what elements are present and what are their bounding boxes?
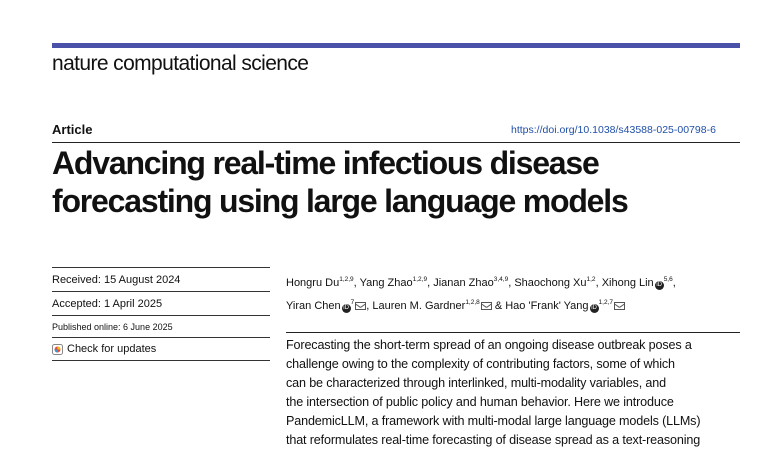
abstract-line: Forecasting the short-term spread of an ongoing disease outbreak poses a xyxy=(286,338,692,352)
author-name-text: Lauren M. Gardner xyxy=(372,300,466,312)
article-title xyxy=(52,144,752,220)
author-separator: , xyxy=(353,277,360,289)
author-name-text: Yang Zhao xyxy=(359,277,413,289)
accepted-date: Accepted: 1 April 2025 xyxy=(52,298,163,310)
email-icon[interactable] xyxy=(481,302,492,310)
author-separator: , xyxy=(366,300,373,312)
received-date: Received: 15 August 2024 xyxy=(52,274,181,286)
abstract-line: challenge owing to the complexity of contributing factors, some of which xyxy=(286,357,675,371)
article-title-line: Advancing real-time infectious disease xyxy=(52,145,599,181)
author-separator: & xyxy=(491,300,506,312)
author-affiliation: 5,6 xyxy=(663,276,673,283)
abstract-line: can be characterized through interlinked, multi-modality variables, and xyxy=(286,376,666,390)
author-name[interactable] xyxy=(602,277,673,289)
author-affiliation: 1,2,9 xyxy=(412,276,428,283)
abstract-line: the intersection of public policy and human behavior. Here we introduce xyxy=(286,395,674,409)
article-dates xyxy=(52,267,270,361)
title-divider xyxy=(52,142,740,143)
article-type-label: Article xyxy=(52,122,93,137)
author-name[interactable] xyxy=(505,300,625,312)
abstract xyxy=(286,336,746,450)
email-icon[interactable] xyxy=(614,302,625,310)
dates-divider xyxy=(52,360,270,361)
author-affiliation: 3,4,9 xyxy=(493,276,509,283)
author-affiliation: 1,2 xyxy=(586,276,596,283)
author-name-text: Hao 'Frank' Yang xyxy=(505,300,589,312)
author-name[interactable] xyxy=(286,277,354,289)
author-separator: , xyxy=(427,277,434,289)
abstract-line: PandemicLLM, a framework with multi-modal large language models (LLMs) xyxy=(286,414,701,428)
abstract-divider xyxy=(286,332,740,333)
abstract-line: that reformulates real-time forecasting of disease spread as a text-reasoning xyxy=(286,433,701,447)
author-affiliation: 1,2,8 xyxy=(465,299,480,306)
author-name-text: Jianan Zhao xyxy=(433,277,494,289)
check-for-updates-button[interactable] xyxy=(52,338,270,360)
author-separator: , xyxy=(672,277,676,289)
author-affiliation: 1,2,7 xyxy=(598,299,613,306)
author-separator: , xyxy=(595,277,602,289)
journal-header-bar xyxy=(52,43,740,48)
author-separator: , xyxy=(508,277,515,289)
author-name[interactable] xyxy=(514,277,595,289)
orcid-icon[interactable]: iD xyxy=(591,305,597,311)
author-affiliation: 1,2,9 xyxy=(339,276,354,283)
email-icon[interactable] xyxy=(355,302,366,310)
author-name-text: Hongru Du xyxy=(286,277,340,289)
journal-name: nature computational science xyxy=(52,52,309,75)
check-updates-icon xyxy=(52,344,63,355)
author-name-text: Xihong Lin xyxy=(601,277,654,289)
author-name[interactable] xyxy=(360,277,427,289)
author-name-text: Shaochong Xu xyxy=(514,277,587,289)
author-affiliation: 7 xyxy=(350,299,355,306)
article-title-line: forecasting using large language models xyxy=(52,183,628,219)
author-list xyxy=(286,270,746,316)
author-name[interactable] xyxy=(433,277,508,289)
author-name[interactable] xyxy=(286,300,366,312)
orcid-icon[interactable]: iD xyxy=(656,282,663,288)
doi-link[interactable]: https://doi.org/10.1038/s43588-025-00798-6 xyxy=(511,124,716,136)
author-name-text: Yiran Chen xyxy=(286,300,341,312)
orcid-icon[interactable]: iD xyxy=(343,305,349,311)
check-updates-label: Check for updates xyxy=(67,343,157,355)
author-name[interactable] xyxy=(372,300,491,312)
published-date: Published online: 6 June 2025 xyxy=(52,322,173,332)
